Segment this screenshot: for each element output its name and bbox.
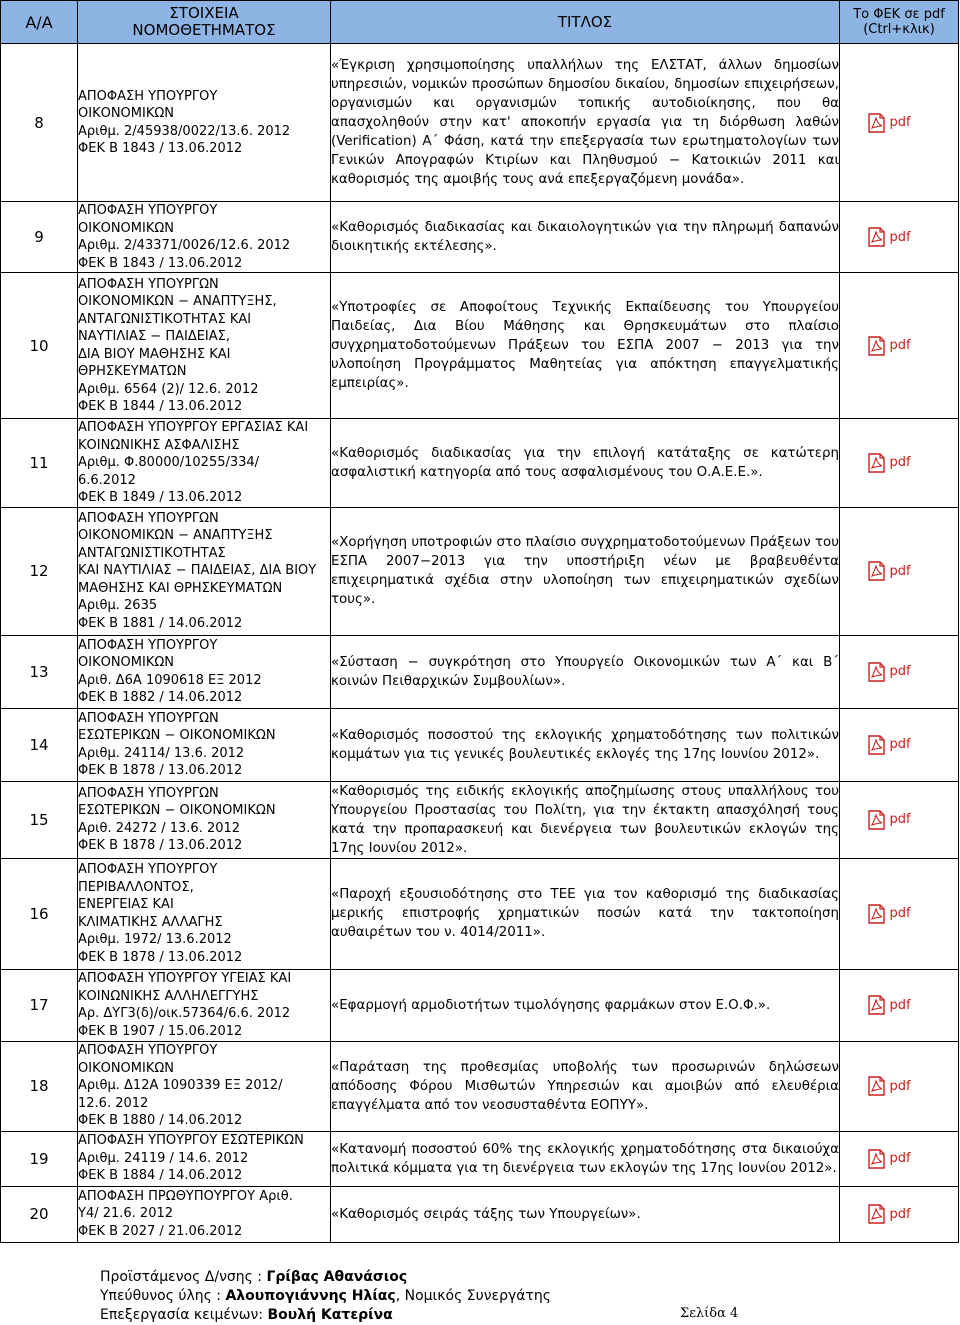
pdf-link-label[interactable]: pdf	[889, 455, 911, 471]
table-row	[1, 708, 959, 781]
legislation-line: ΟΙΚΟΝΟΜΙΚΩΝ − ΑΝΑΠΤΥΞΗΣ,	[78, 294, 277, 309]
row-pdf-cell	[840, 781, 959, 858]
legislation-line: ΜΑΘΗΣΗΣ ΚΑΙ ΘΡΗΣΚΕΥΜΑΤΩΝ	[78, 580, 283, 596]
legislation-line: Αριθμ. 24114/ 13.6. 2012	[78, 745, 245, 761]
row-title: «Παράταση της προθεσμίας υποβολής των προσωρινών δηλώσεων απόδοσης Φόρου Μισθωτών Υπηρεσιών και αμοιβών από ελευθέρια επαγγέλματα από τον νεοσυσταθέντα ΕΟΠΥΥ».	[331, 1041, 840, 1131]
row-title: «Έγκριση χρησιμοποίησης υπαλλήλων της ΕΛΣΤΑΤ, άλλων δημοσίων υπηρεσιών, νομικών προσώπων δημοσίου δικαίου, δημοσίων επιχειρήσεων, οργανισμών και οργανισμών τοπικής αυτοδιοίκησης, που θα απασχοληθούν στην κατ' αποκοπήν εργασία για τη διόρθωση λαθών (Verification) Α΄ Φάση, κατά την επεξεργασία των ερωτηματολογίων των Γενικών Απογραφών Κτιρίων και Πληθυσμού − Κατοικιών 2011 και καθορισμός της αμοιβής τους ανά επεξεργαζόμενη μονάδα».	[331, 44, 840, 202]
legislation-line: ΦΕΚ Β 1878 / 13.06.2012	[78, 949, 243, 965]
footer-responsible: Υπεύθυνος ύλης : Αλουπογιάννης Ηλίας, Νομικός Συνεργάτης	[100, 1288, 552, 1304]
table-row	[1, 1041, 959, 1131]
footer-director: Προϊστάμενος Δ/νσης : Γρίβας Αθανάσιος	[100, 1269, 408, 1285]
table-row	[1, 419, 959, 508]
table-row	[1, 507, 959, 635]
legislation-line: ΚΑΙ ΝΑΥΤΙΛΙΑΣ − ΠΑΙΔΕΙΑΣ, ΔΙΑ ΒΙΟΥ	[78, 563, 317, 579]
legislation-line: Αριθμ. 2/43371/0026/12.6. 2012	[78, 238, 291, 253]
table-row	[1, 1131, 959, 1186]
page-number: Σελίδα 4	[680, 1306, 739, 1321]
table-row	[1, 273, 959, 419]
row-number: 16	[1, 858, 78, 969]
legislation-line: 6.6.2012	[78, 472, 136, 488]
legislation-line: ΦΕΚ Β 1878 / 13.06.2012	[78, 838, 243, 853]
row-number: 12	[1, 507, 78, 635]
row-number: 9	[1, 202, 78, 273]
pdf-link-label[interactable]: pdf	[889, 563, 911, 579]
header-legislation	[78, 1, 331, 44]
legislation-line: ΑΝΤΑΓΩΝΙΣΤΙΚΟΤΗΤΑΣ ΚΑΙ	[78, 311, 252, 327]
legislation-line: ΦΕΚ Β 1878 / 13.06.2012	[78, 763, 243, 778]
legislation-line: ΟΙΚΟΝΟΜΙΚΩΝ	[78, 655, 175, 670]
legislation-line: ΚΟΙΝΩΝΙΚΗΣ ΑΣΦΑΛΙΣΗΣ	[78, 437, 240, 453]
header-legislation-line: ΝΟΜΟΘΕΤΗΜΑΤΟΣ	[132, 21, 276, 39]
legislation-line: ΑΠΟΦΑΣΗ ΥΠΟΥΡΓΟΥ ΕΡΓΑΣΙΑΣ ΚΑΙ	[78, 420, 309, 435]
row-title: «Καθορισμός σειράς τάξης των Υπουργείων».	[331, 1186, 840, 1242]
legislation-line: Αριθ. Δ6Α 1090618 ΕΞ 2012	[78, 672, 262, 688]
legislation-line: ΦΕΚ Β 1881 / 14.06.2012	[78, 615, 243, 631]
legislation-line: 12.6. 2012	[78, 1095, 149, 1111]
legislation-line: Αριθμ. 24119 / 14.6. 2012	[78, 1150, 249, 1166]
footer-director-name: Γρίβας Αθανάσιος	[266, 1269, 408, 1285]
row-legislation	[78, 44, 331, 202]
row-legislation	[78, 273, 331, 419]
legislation-line: ΦΕΚ Β 2027 / 21.06.2012	[78, 1223, 243, 1239]
row-number: 8	[1, 44, 78, 202]
legislation-line: ΑΠΟΦΑΣΗ ΥΠΟΥΡΓΟΥ	[78, 637, 218, 653]
pdf-link-label[interactable]: pdf	[889, 906, 911, 921]
header-pdf-line: Το ΦΕΚ σε pdf	[853, 7, 945, 22]
pdf-link-label[interactable]: pdf	[889, 812, 911, 827]
row-pdf-cell	[840, 708, 959, 781]
row-legislation	[78, 507, 331, 635]
legislation-line: ΕΣΩΤΕΡΙΚΩΝ − ΟΙΚΟΝΟΜΙΚΩΝ	[78, 728, 276, 743]
table-row	[1, 969, 959, 1041]
pdf-link-label[interactable]: pdf	[889, 338, 911, 353]
legislation-line: Υ4/ 21.6. 2012	[78, 1206, 174, 1222]
row-title: «Παροχή εξουσιοδότησης στο ΤΕΕ για τον καθορισμό της διαδικασίας μερικής επιστροφής χρηματικών ποσών κατά την τακτοποίηση αυθαιρέτων του ν. 4014/2011».	[331, 858, 840, 969]
footer	[100, 1268, 551, 1325]
footer-editing: Επεξεργασία κειμένων: Βουλή Κατερίνα	[100, 1307, 393, 1323]
legislation-line: ΑΠΟΦΑΣΗ ΥΠΟΥΡΓΩΝ	[78, 510, 219, 526]
row-title: «Καθορισμός διαδικασίας για την επιλογή κατάταξης σε κατώτερη ασφαλιστική κατηγορία από τους ασφαλισμένους του Ο.Α.Ε.Ε.».	[331, 419, 840, 508]
row-legislation	[78, 708, 331, 781]
pdf-link-label[interactable]: pdf	[889, 1206, 911, 1222]
row-number: 17	[1, 969, 78, 1041]
legislation-line: ΦΕΚ Β 1844 / 13.06.2012	[78, 399, 243, 414]
legislation-line: ΑΠΟΦΑΣΗ ΥΠΟΥΡΓΟΥ	[78, 862, 218, 877]
legislation-line: ΕΝΕΡΓΕΙΑΣ ΚΑΙ	[78, 897, 174, 912]
row-title: «Καθορισμός ποσοστού της εκλογικής χρηματοδότησης των πολιτικών κομμάτων για τις γενικές βουλευτικές εκλογές της 17ης Ιουνίου 2012».	[331, 708, 840, 781]
legislation-line: Αριθμ. Φ.80000/10255/334/	[78, 455, 260, 470]
row-number: 15	[1, 781, 78, 858]
legislation-line: ΑΠΟΦΑΣΗ ΠΡΩΘΥΠΟΥΡΓΟΥ Αριθ.	[78, 1188, 293, 1204]
legislation-line: ΟΙΚΟΝΟΜΙΚΩΝ	[78, 1060, 175, 1076]
row-number: 18	[1, 1041, 78, 1131]
header-pdf	[840, 1, 959, 44]
table-row	[1, 202, 959, 273]
legislation-line: ΑΠΟΦΑΣΗ ΥΠΟΥΡΓΩΝ	[78, 710, 219, 726]
legislation-line: ΦΕΚ Β 1907 / 15.06.2012	[78, 1023, 243, 1039]
header-num: Α/Α	[1, 1, 78, 44]
row-title: «Χορήγηση υποτροφιών στο πλαίσιο συγχρηματοδοτούμενων Πράξεων του ΕΣΠΑ 2007−2013 για την υποστήριξη νέων με βραβευθέντα επιχειρηματικά σχέδια στην υλοποίηση των επιχειρηματικών σχεδίων τους».	[331, 507, 840, 635]
row-pdf-cell	[840, 202, 959, 273]
footer-editing-name: Βουλή Κατερίνα	[267, 1307, 393, 1323]
legislation-line: ΑΠΟΦΑΣΗ ΥΠΟΥΡΓΩΝ	[78, 276, 219, 292]
row-legislation	[78, 1131, 331, 1186]
legislation-line: ΚΛΙΜΑΤΙΚΗΣ ΑΛΛΑΓΗΣ	[78, 914, 223, 930]
legislation-line: ΦΕΚ Β 1880 / 14.06.2012	[78, 1113, 243, 1129]
row-number: 14	[1, 708, 78, 781]
legislation-line: Αριθ. 24272 / 13.6. 2012	[78, 820, 241, 836]
legislation-line: ΟΙΚΟΝΟΜΙΚΩΝ − ΑΝΑΠΤΥΞΗΣ	[78, 528, 273, 544]
row-pdf-cell	[840, 635, 959, 708]
row-legislation	[78, 202, 331, 273]
legislation-line: Αρ. ΔΥΓ3(δ)/οικ.57364/6.6. 2012	[78, 1006, 291, 1021]
row-pdf-cell	[840, 858, 959, 969]
legislation-line: ΚΟΙΝΩΝΙΚΗΣ ΑΛΛΗΛΕΓΓΥΗΣ	[78, 988, 259, 1004]
legislation-line: ΑΠΟΦΑΣΗ ΥΠΟΥΡΓΩΝ	[78, 785, 219, 801]
row-pdf-cell	[840, 1131, 959, 1186]
row-legislation	[78, 858, 331, 969]
row-legislation	[78, 419, 331, 508]
table-row	[1, 44, 959, 202]
row-title: «Σύσταση − συγκρότηση στο Υπουργείο Οικονομικών των Α΄ και Β΄ κοινών Πειθαρχικών Συμβουλίων».	[331, 635, 840, 708]
pdf-link-label[interactable]: pdf	[889, 737, 911, 752]
row-pdf-cell	[840, 507, 959, 635]
row-title: «Υποτροφίες σε Αποφοίτους Τεχνικής Εκπαίδευσης του Υπουργείου Παιδείας, Δια Βίου Μάθησης και Θρησκευμάτων στο πλαίσιο συγχρηματοδοτούμενων Πράξεων του ΕΣΠΑ 2007 − 2013 για την υλοποίηση Προγράμματος Μαθητείας για απόκτηση επαγγελματικής εμπειρίας».	[331, 273, 840, 419]
pdf-link-label[interactable]: pdf	[889, 115, 911, 130]
row-title: «Καθορισμός της ειδικής εκλογικής αποζημίωσης στους υπαλλήλους του Υπουργείου Προστασίας του Πολίτη, για την έκτακτη απασχόλησή τους κατά την προπαρασκευή και διενέργεια των βουλευτικών εκλογών της 17ης Ιουνίου 2012».	[331, 781, 840, 858]
pdf-link-label[interactable]: pdf	[889, 997, 911, 1013]
header-title: ΤΙΤΛΟΣ	[331, 1, 840, 44]
legislation-line: ΦΕΚ Β 1843 / 13.06.2012	[78, 255, 243, 271]
legislation-line: ΟΙΚΟΝΟΜΙΚΩΝ	[78, 220, 175, 236]
legislation-line: ΑΝΤΑΓΩΝΙΣΤΙΚΟΤΗΤΑΣ	[78, 545, 226, 561]
legislation-line: ΑΠΟΦΑΣΗ ΥΠΟΥΡΓΟΥ ΥΓΕΙΑΣ ΚΑΙ	[78, 971, 292, 986]
legislation-line: ΑΠΟΦΑΣΗ ΥΠΟΥΡΓΟΥ	[78, 1043, 218, 1059]
row-pdf-cell	[840, 44, 959, 202]
row-number: 10	[1, 273, 78, 419]
pdf-link-label[interactable]: pdf	[889, 229, 911, 245]
row-legislation	[78, 1041, 331, 1131]
legislation-line: ΔΙΑ ΒΙΟΥ ΜΑΘΗΣΗΣ ΚΑΙ	[78, 346, 231, 362]
row-legislation	[78, 635, 331, 708]
legislation-line: Αριθμ. 1972/ 13.6.2012	[78, 932, 232, 947]
row-number: 11	[1, 419, 78, 508]
legislation-line: Αριθμ. 2/45938/0022/13.6. 2012	[78, 123, 291, 139]
legislation-line: ΘΡΗΣΚΕΥΜΑΤΩΝ	[78, 364, 187, 379]
legislation-line: ΕΣΩΤΕΡΙΚΩΝ − ΟΙΚΟΝΟΜΙΚΩΝ	[78, 803, 276, 818]
row-legislation	[78, 969, 331, 1041]
legislation-line: ΟΙΚΟΝΟΜΙΚΩΝ	[78, 106, 175, 121]
row-pdf-cell	[840, 1186, 959, 1242]
legislation-line: Αριθμ. Δ12Α 1090339 ΕΞ 2012/	[78, 1078, 283, 1094]
legislation-line: Αριθμ. 6564 (2)/ 12.6. 2012	[78, 381, 259, 397]
legislation-line: ΝΑΥΤΙΛΙΑΣ − ΠΑΙΔΕΙΑΣ,	[78, 329, 231, 344]
pdf-link-label[interactable]: pdf	[889, 1078, 911, 1094]
table-row	[1, 1186, 959, 1242]
row-legislation	[78, 1186, 331, 1242]
pdf-link-label[interactable]: pdf	[889, 664, 911, 679]
row-pdf-cell	[840, 419, 959, 508]
footer-responsible-name: Αλουπογιάννης Ηλίας	[225, 1288, 396, 1304]
row-pdf-cell	[840, 969, 959, 1041]
table-row	[1, 635, 959, 708]
legislation-line: ΦΕΚ Β 1849 / 13.06.2012	[78, 490, 243, 505]
legislation-line: Αριθμ. 2635	[78, 598, 158, 614]
row-title: «Καθορισμός διαδικασίας και δικαιολογητικών για την πληρωμή δαπανών διοικητικής εκτέλεσης».	[331, 202, 840, 273]
legislation-line: ΠΕΡΙΒΑΛΛΟΝΤΟΣ,	[78, 879, 194, 895]
table-header-row	[1, 1, 959, 44]
legislation-line: ΑΠΟΦΑΣΗ ΥΠΟΥΡΓΟΥ	[78, 203, 218, 218]
table-row	[1, 781, 959, 858]
pdf-link-label[interactable]: pdf	[889, 1151, 911, 1166]
row-number: 13	[1, 635, 78, 708]
legislation-line: ΦΕΚ Β 1843 / 13.06.2012	[78, 141, 243, 156]
row-number: 19	[1, 1131, 78, 1186]
legislation-line: ΦΕΚ Β 1882 / 14.06.2012	[78, 690, 243, 705]
row-number: 20	[1, 1186, 78, 1242]
row-pdf-cell	[840, 1041, 959, 1131]
row-legislation	[78, 781, 331, 858]
legislation-line: ΦΕΚ Β 1884 / 14.06.2012	[78, 1168, 243, 1184]
header-legislation-line: ΣΤΟΙΧΕΙΑ	[169, 4, 239, 22]
row-title: «Εφαρμογή αρμοδιοτήτων τιμολόγησης φαρμάκων στον Ε.Ο.Φ.».	[331, 969, 840, 1041]
header-pdf-line: (Ctrl+κλικ)	[863, 22, 935, 37]
row-title: «Κατανομή ποσοστού 60% της εκλογικής χρηματοδότησης στα δικαιούχα πολιτικά κόμματα για τη διενέργεια των εκλογών της 17ης Ιουνίου 2012».	[331, 1131, 840, 1186]
legislation-line: ΑΠΟΦΑΣΗ ΥΠΟΥΡΓΟΥ	[78, 88, 218, 104]
row-pdf-cell	[840, 273, 959, 419]
legislation-line: ΑΠΟΦΑΣΗ ΥΠΟΥΡΓΟΥ ΕΣΩΤΕΡΙΚΩΝ	[78, 1133, 304, 1149]
table-row	[1, 858, 959, 969]
